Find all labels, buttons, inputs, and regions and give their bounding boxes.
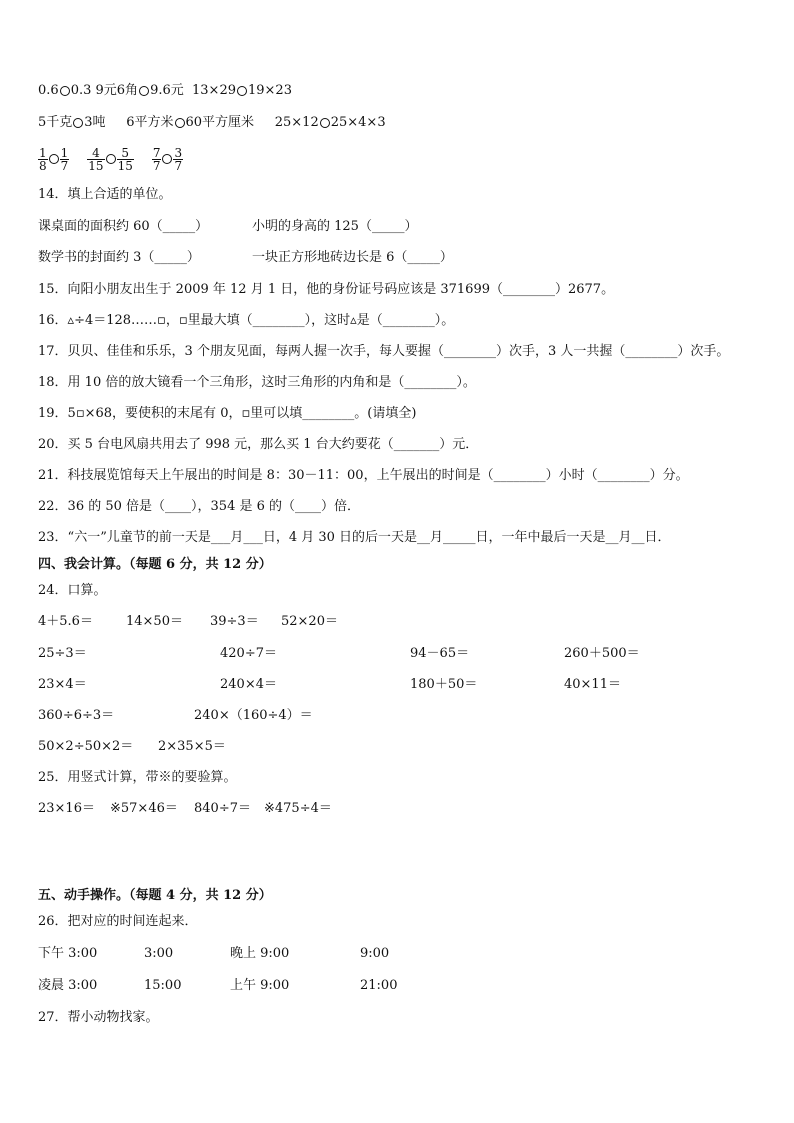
numerator: 7 xyxy=(152,145,161,160)
mental-math-item: 25÷3＝ xyxy=(38,646,87,661)
question-26-title: 26．把对应的时间连起来． xyxy=(38,914,198,929)
numerator: 5 xyxy=(117,147,134,160)
compare-item: 25×12 xyxy=(274,115,319,130)
section-4-heading: 四、我会计算。（每题 6 分，共 12 分） xyxy=(38,557,272,572)
time-item[interactable]: 9:00 xyxy=(360,946,390,961)
mental-math-item: 360÷6÷3＝ xyxy=(38,708,115,723)
denominator: 7 xyxy=(60,158,69,173)
mental-math-item: 23×4＝ xyxy=(38,677,87,692)
mental-math-item: 260＋500＝ xyxy=(564,646,640,661)
denominator: 7 xyxy=(174,158,183,173)
numerator: 4 xyxy=(87,147,104,160)
question-19: 19．5▫×68，要使积的末尾有 0，▫里可以填________。(请填全) xyxy=(38,406,417,421)
vertical-calc-item: 23×16＝ xyxy=(38,801,95,816)
denominator: 8 xyxy=(39,158,47,173)
time-item[interactable]: 21:00 xyxy=(360,978,398,993)
compare-circle[interactable] xyxy=(162,154,172,164)
compare-circle[interactable] xyxy=(49,154,59,164)
time-item[interactable]: 上午 9:00 xyxy=(230,978,290,993)
compare-item: 3吨 xyxy=(84,115,106,130)
question-21: 21．科技展览馆每天上午展出的时间是 8：30－11：00，上午展出的时间是（________）小时（________）分。 xyxy=(38,468,689,483)
compare-item: 60平方厘米 xyxy=(185,115,255,130)
compare-item: 19×23 xyxy=(248,83,292,98)
mental-math-item: 180＋50＝ xyxy=(410,677,478,692)
vertical-calc-item: 840÷7＝ xyxy=(194,801,251,816)
question-16: 16．▵÷4＝128……▫，▫里最大填（________），这时▵是（________）。 xyxy=(38,313,455,328)
denominator: 15 xyxy=(88,158,104,173)
question-18: 18．用 10 倍的放大镜看一个三角形，这时三角形的内角和是（________）。 xyxy=(38,375,476,390)
vertical-calc-item: ※57×46＝ xyxy=(110,801,178,816)
section-5-heading: 五、动手操作。（每题 4 分，共 12 分） xyxy=(38,888,272,903)
time-item[interactable]: 15:00 xyxy=(144,978,182,993)
numerator: 1 xyxy=(60,145,69,160)
mental-math-item: 40×11＝ xyxy=(564,677,621,692)
question-14-title: 14．填上合适的单位。 xyxy=(38,187,172,202)
question-20: 20．买 5 台电风扇共用去了 998 元，那么买 1 台大约要花（_______）元． xyxy=(38,437,479,452)
question-14-a: 课桌面的面积约 60（_____） xyxy=(38,219,209,234)
fraction-pair xyxy=(152,147,183,172)
fraction xyxy=(173,147,183,172)
mental-math-item: 39÷3＝ xyxy=(210,614,259,629)
mental-math-item: 50×2÷50×2＝ xyxy=(38,739,134,754)
mental-math-item: 4＋5.6＝ xyxy=(38,614,93,629)
time-item[interactable]: 3:00 xyxy=(144,946,174,961)
numerator: 3 xyxy=(174,145,183,160)
compare-circle[interactable] xyxy=(60,86,70,96)
compare-item: 25×4×3 xyxy=(330,115,386,130)
fraction xyxy=(117,147,134,172)
question-24-title: 24．口算。 xyxy=(38,583,107,598)
compare-circle[interactable] xyxy=(73,118,83,128)
compare-circle[interactable] xyxy=(106,154,116,164)
compare-row-1 xyxy=(38,82,292,100)
time-item[interactable]: 凌晨 3:00 xyxy=(38,978,98,993)
question-27: 27．帮小动物找家。 xyxy=(38,1010,159,1025)
mental-math-item: 52×20＝ xyxy=(281,614,338,629)
mental-math-item: 2×35×5＝ xyxy=(158,739,226,754)
denominator: 7 xyxy=(152,158,161,173)
compare-circle[interactable] xyxy=(320,118,330,128)
question-14-d: 一块正方形地砖边长是 6（_____） xyxy=(252,250,453,265)
compare-item: 5千克 xyxy=(38,115,73,130)
question-15: 15．向阳小朋友出生于 2009 年 12 月 1 日，他的身份证号码应该是 371699（________）2677。 xyxy=(38,282,615,297)
question-14-b: 小明的身高的 125（_____） xyxy=(252,219,418,234)
question-22: 22．36 的 50 倍是（____），354 是 6 的（____）倍． xyxy=(38,499,361,514)
compare-row-2 xyxy=(38,114,386,132)
denominator: 15 xyxy=(117,158,133,173)
mental-math-item: 94－65＝ xyxy=(410,646,470,661)
fraction xyxy=(152,147,162,172)
fraction-pair xyxy=(87,147,134,172)
compare-item: 6平方米 xyxy=(126,115,174,130)
vertical-calc-item: ※475÷4＝ xyxy=(264,801,332,816)
compare-circle[interactable] xyxy=(139,86,149,96)
question-25-title: 25．用竖式计算，带※的要验算。 xyxy=(38,770,237,785)
time-item[interactable]: 下午 3:00 xyxy=(38,946,98,961)
compare-item: 0.3 xyxy=(70,83,92,98)
fraction xyxy=(87,147,104,172)
question-17: 17．贝贝、佳佳和乐乐，3 个朋友见面，每两人握一次手，每人要握（________）次手，3 人一共握（________）次手。 xyxy=(38,344,730,359)
time-item[interactable]: 晚上 9:00 xyxy=(230,946,290,961)
mental-math-item: 14×50＝ xyxy=(126,614,183,629)
fraction xyxy=(60,147,70,172)
mental-math-item: 240×（160÷4）＝ xyxy=(194,708,313,723)
mental-math-item: 240×4＝ xyxy=(220,677,277,692)
question-23: 23．“六一”儿童节的前一天是___月___日，4 月 30 日的后一天是__月_____日，一年中最后一天是__月__日． xyxy=(38,530,671,545)
fraction-pair xyxy=(38,147,69,172)
mental-math-item: 420÷7＝ xyxy=(220,646,277,661)
compare-item: 9.6元 xyxy=(150,83,184,98)
compare-item: 9元6角 xyxy=(95,83,139,98)
compare-circle[interactable] xyxy=(175,118,185,128)
fraction xyxy=(38,147,48,172)
compare-item: 0.6 xyxy=(38,83,59,98)
compare-circle[interactable] xyxy=(237,86,247,96)
fraction-compare-row xyxy=(38,143,201,175)
compare-item: 13×29 xyxy=(192,83,236,98)
numerator: 1 xyxy=(39,145,47,160)
question-14-c: 数学书的封面约 3（_____） xyxy=(38,250,200,265)
